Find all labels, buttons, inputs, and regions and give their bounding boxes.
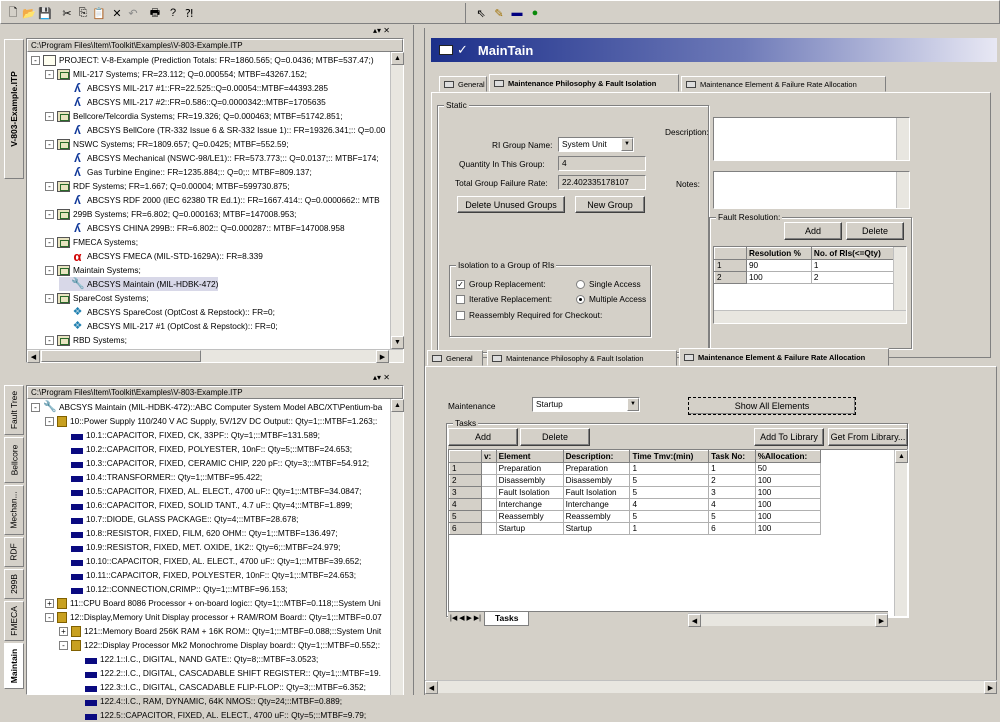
cut-icon[interactable]: ✂	[62, 7, 72, 20]
pane-controls[interactable]: ▴▾ ✕	[373, 26, 390, 35]
collapse-icon[interactable]: -	[45, 70, 54, 79]
get-from-library-button[interactable]: Get From Library...	[828, 428, 908, 446]
tree-item[interactable]	[59, 277, 218, 291]
tab-maintenance-philosophy[interactable]: Maintenance Philosophy & Fault Isolation	[489, 74, 679, 92]
tree-item[interactable]	[59, 484, 361, 498]
sys-icon	[57, 237, 70, 248]
chip-icon	[71, 476, 83, 482]
bottom-tree-vscroll[interactable]	[390, 399, 403, 695]
tree-item-label: 122.1::I.C., DIGITAL, NAND GATE:: Qty=8;::MTBF=3.0523;	[100, 654, 319, 664]
scroll-up-icon[interactable]: ▲	[391, 399, 404, 412]
tree-item-label: 10::Power Supply 110/240 V AC Supply, 5V/12V DC Output:: Qty=1;::MTBF=1.263;:	[70, 416, 378, 426]
tree-item[interactable]	[73, 652, 318, 666]
tree-item-label: 10.2::CAPACITOR, FIXED, POLYESTER, 10nF:: Qty=5;::MTBF=24.653;	[86, 444, 353, 454]
vtab-1[interactable]: Bellcore	[4, 437, 24, 483]
vtab-3[interactable]: RDF	[4, 537, 24, 567]
chip-icon	[85, 700, 97, 706]
col-allocation[interactable]: %Allocation:	[755, 451, 820, 463]
tree-item-label: 10.4::TRANSFORMER:: Qty=1;::MTBF=95.422;	[86, 472, 263, 482]
bottom-tree-panel	[0, 371, 408, 720]
collapse-icon[interactable]: -	[45, 336, 54, 345]
file-path: C:\Program Files\Item\Toolkit\Examples\V-803-Example.ITP	[27, 39, 403, 52]
chip-icon	[71, 532, 83, 538]
chip-icon	[71, 434, 83, 440]
ri-group-name-label: RI Group Name:	[492, 140, 553, 150]
scroll-left-icon[interactable]: ◀	[27, 350, 40, 363]
sys-icon	[57, 293, 70, 304]
chip-icon	[85, 658, 97, 664]
wrench-icon: 🔧	[43, 400, 57, 413]
chip-icon	[71, 462, 83, 468]
table-row[interactable]: 1 Preparation Preparation 1 1 50	[450, 463, 821, 475]
chip-icon	[71, 518, 83, 524]
pane-controls-bottom[interactable]: ▴▾ ✕	[373, 373, 390, 382]
collapse-icon[interactable]: -	[31, 56, 40, 65]
collapse-icon[interactable]: -	[45, 140, 54, 149]
board-icon	[57, 612, 67, 623]
tree-item-label: ABCSYS Mechanical (NSWC-98/LE1):: FR=573.773;:: Q=0.0137;:: MTBF=174;	[87, 153, 379, 163]
maintenance-label: Maintenance	[448, 401, 496, 411]
pen-icon[interactable]: ✎	[494, 7, 504, 20]
tree-item[interactable]	[73, 680, 366, 694]
tree-item-label: 122.2::I.C., DIGITAL, CASCADABLE SHIFT REGISTER:: Qty=1;::MTBF=19.	[100, 668, 381, 678]
tree-item[interactable]	[45, 291, 149, 305]
col-task-no[interactable]: Task No:	[709, 451, 756, 463]
tree-item-label: Gas Turbine Engine:: FR=1235.884;:: Q=0;:: MTBF=809.137;	[87, 167, 312, 177]
tree-item-label: ABCSYS BellCore (TR-332 Issue 6 & SR-332 Issue 1):: FR=19326.341;:: Q=0.00	[87, 125, 386, 135]
tree-item-label: 10.12::CONNECTION,CRIMP:: Qty=1;::MTBF=96.153;	[86, 584, 288, 594]
element-panel	[425, 366, 997, 688]
wave-icon: ʎ	[74, 192, 81, 207]
static-label: Static	[446, 100, 467, 110]
copy-icon[interactable]: ⎘	[78, 6, 88, 19]
collapse-icon[interactable]: -	[45, 112, 54, 121]
tree-item-label: 12::Display,Memory Unit Display processor + RAM/ROM Board:: Qty=1;::MTBF=0.07	[70, 612, 382, 622]
tree-item-label: 10.5::CAPACITOR, FIXED, AL. ELECT., 4700 uF:: Qty=1;::MTBF=34.0847;	[86, 486, 362, 496]
scroll-up-icon[interactable]: ▲	[895, 450, 908, 463]
tree-item[interactable]	[59, 568, 356, 582]
tree-item[interactable]	[59, 582, 288, 596]
table-row[interactable]: 5 Reassembly Reassembly 5 5 100	[450, 511, 821, 523]
maintain-window	[424, 28, 1000, 695]
tree-item[interactable]	[59, 554, 361, 568]
scroll-left-icon[interactable]: ◀	[688, 614, 701, 627]
board-icon	[57, 416, 67, 427]
tree-item-label: ABCSYS Maintain (MIL-HDBK-472)	[87, 279, 219, 289]
sys-icon	[57, 139, 70, 150]
vtab-project-file[interactable]: V-803-Example.ITP	[4, 39, 24, 179]
collapse-icon[interactable]: -	[31, 403, 40, 412]
description-textarea[interactable]	[713, 117, 910, 161]
delete-unused-groups-button[interactable]: Delete Unused Groups	[457, 196, 565, 213]
isolation-label: Isolation to a Group of RIs	[458, 260, 555, 270]
tree-item-label: Bellcore/Telcordia Systems; FR=19.326; Q=0.000463; MTBF=51742.851;	[73, 111, 343, 121]
chip-icon	[71, 574, 83, 580]
tree-item-label: FMECA Systems;	[73, 237, 139, 247]
checkmark-icon: ✓	[457, 42, 468, 57]
tree-item[interactable]	[73, 666, 381, 680]
wave-icon: ʎ	[74, 150, 81, 165]
chip-icon	[71, 546, 83, 552]
chip-icon	[71, 504, 83, 510]
tree-item[interactable]	[59, 249, 263, 263]
add-to-library-button[interactable]: Add To Library	[754, 428, 824, 446]
tree-item-label: 10.3::CAPACITOR, FIXED, CERAMIC CHIP, 220 pF:: Qty=3;::MTBF=54.912;	[86, 458, 370, 468]
window-title: MainTain	[477, 42, 534, 58]
print-icon[interactable]: 🖶	[149, 6, 161, 19]
tree-item-label: ABCSYS FMECA (MIL-STD-1629A):: FR=8.339	[87, 251, 263, 261]
spare-icon: ❖	[72, 319, 83, 332]
wave-icon: ʎ	[74, 94, 81, 109]
fault-resolution-label: Fault Resolution:	[718, 212, 781, 222]
tree-item[interactable]	[45, 596, 381, 610]
collapse-icon[interactable]: -	[45, 294, 54, 303]
chevron-down-icon[interactable]: ▼	[627, 398, 639, 411]
collapse-icon[interactable]: -	[45, 238, 54, 247]
fault-resolution-delete-button[interactable]: Delete	[846, 222, 904, 240]
tree-item[interactable]	[45, 109, 343, 123]
show-all-elements-button[interactable]: Show All Elements	[688, 397, 856, 415]
board-icon	[71, 640, 81, 651]
single-access-radio[interactable]: Single Access	[576, 279, 641, 289]
scroll-right-icon[interactable]: ▶	[875, 614, 888, 627]
table-row[interactable]: 2 100 2	[715, 272, 894, 284]
open-icon[interactable]: 📂	[22, 7, 36, 20]
fr-header-resolution[interactable]: Resolution %	[747, 248, 812, 260]
sys-icon	[57, 209, 70, 220]
tree-item[interactable]	[59, 123, 385, 137]
tree-item[interactable]	[45, 179, 290, 193]
top-tree-panel	[0, 25, 408, 365]
col-v[interactable]: v:	[482, 451, 497, 463]
tree-item-label: ABCSYS RDF 2000 (IEC 62380 TR Ed.1):: FR=1667.414:: Q=0.0000662:: MTB	[87, 195, 380, 205]
scroll-down-icon[interactable]: ▼	[391, 336, 404, 349]
table-row[interactable]: 1 90 1	[715, 260, 894, 272]
scroll-right-icon[interactable]: ▶	[376, 350, 389, 363]
collapse-icon[interactable]: -	[45, 613, 54, 622]
tree-item[interactable]	[59, 193, 380, 207]
tree-item[interactable]	[59, 319, 278, 333]
tree-item-label: 10.1::CAPACITOR, FIXED, CK, 33PF:: Qty=1;::MTBF=131.589;	[86, 430, 320, 440]
iterative-replacement-checkbox[interactable]: Iterative Replacement:	[456, 294, 552, 304]
tree-item-label: 122.4::I.C., RAM, DYNAMIC, 64K NMOS:: Qty=24;::MTBF=0.889;	[100, 696, 343, 706]
wave-icon: ʎ	[74, 164, 81, 179]
fault-resolution-add-button[interactable]: Add	[784, 222, 842, 240]
chip-icon	[85, 686, 97, 692]
maintain-app-icon	[439, 45, 453, 55]
tree-item-label: 121::Memory Board 256K RAM + 16K ROM:: Qty=1;::MTBF=0.088;::System Unit	[84, 626, 382, 636]
tree-item-label: 10.9::RESISTOR, FIXED, MET. OXIDE, 1K2:: Qty=6;::MTBF=24.979;	[86, 542, 341, 552]
tree-item-label: PROJECT: V-8-Example (Prediction Totals: FR=1860.565; Q=0.0436; MTBF=537.47;)	[59, 55, 374, 65]
tree-item[interactable]	[31, 400, 382, 414]
chevron-down-icon[interactable]: ▼	[621, 138, 633, 151]
wave-icon: ʎ	[74, 80, 81, 95]
tab-maintenance-element[interactable]: Maintenance Element & Failure Rate Allocation	[681, 76, 886, 92]
table-row[interactable]: 2 Disassembly Disassembly 5 2 100	[450, 475, 821, 487]
proj-icon	[43, 55, 56, 66]
save-icon[interactable]: 💾	[38, 7, 52, 20]
tree-item[interactable]	[59, 95, 326, 109]
main-toolbar	[0, 0, 1000, 24]
tree-item-label: ABCSYS Maintain (MIL-HDBK-472)::ABC Computer System Model ABC/XT\Pentium-ba	[59, 402, 383, 412]
tree-item-label: ABCSYS MIL-217 #2::FR=0.586::Q=0.0000342::MTBF=1705635	[87, 97, 326, 107]
chip-icon	[71, 560, 83, 566]
tree-item[interactable]	[45, 235, 138, 249]
sheet-nav-icon[interactable]: |◀ ◀ ▶ ▶|	[450, 615, 482, 622]
chip-icon	[71, 588, 83, 594]
chip-icon	[71, 490, 83, 496]
tree-item[interactable]	[45, 263, 141, 277]
tree-item-label: ABCSYS MIL-217 #1 (OptCost & Repstock):: FR=0;	[87, 321, 278, 331]
table-row[interactable]: 4 Interchange Interchange 4 4 100	[450, 499, 821, 511]
sheet-tab-tasks[interactable]: Tasks	[484, 612, 529, 626]
window-hscroll[interactable]	[425, 680, 997, 693]
scroll-up-icon[interactable]: ▲	[391, 52, 404, 65]
total-failure-rate-field[interactable]: 22.402335178107	[558, 175, 646, 190]
tree-item-label: 122.3::I.C., DIGITAL, CASCADABLE FLIP-FLOP:: Qty=3;::MTBF=6.352;	[100, 682, 366, 692]
sys-icon	[57, 181, 70, 192]
fault-resolution-grid	[713, 246, 907, 324]
expand-icon[interactable]: +	[59, 627, 68, 636]
tree-item-label: SpareCost Systems;	[73, 293, 149, 303]
help-icon[interactable]: ?	[169, 7, 177, 19]
bottom-tree	[26, 385, 404, 720]
vtab-2[interactable]: Mechan...	[4, 485, 24, 535]
chip-icon	[85, 672, 97, 678]
table-row[interactable]: 6 Startup Startup 1 6 100	[450, 523, 821, 535]
tree-item-label: 10.10::CAPACITOR, FIXED, AL. ELECT., 4700 uF:: Qty=1;::MTBF=39.652;	[86, 556, 362, 566]
hscroll-thumb[interactable]	[41, 350, 201, 362]
total-failure-rate-label: Total Group Failure Rate:	[455, 178, 548, 188]
scroll-left-icon[interactable]: ◀	[425, 681, 438, 694]
tree-item[interactable]	[59, 540, 340, 554]
tree-item[interactable]	[59, 512, 298, 526]
tree-item[interactable]	[73, 694, 342, 708]
scroll-right-icon[interactable]: ▶	[984, 681, 997, 694]
tree-item-label: 10.6::CAPACITOR, FIXED, SOLID TANT., 4.7 uF:: Qty=4;::MTBF=1.899;	[86, 500, 353, 510]
undo-icon[interactable]: ↶	[128, 7, 138, 20]
notes-label: Notes:	[676, 179, 700, 189]
tree-item[interactable]	[45, 414, 377, 428]
collapse-icon[interactable]: -	[45, 417, 54, 426]
tree-item[interactable]	[59, 442, 352, 456]
maintenance-select[interactable]: Startup ▼	[532, 397, 640, 412]
tree-item[interactable]	[45, 207, 296, 221]
collapse-icon[interactable]: -	[45, 182, 54, 191]
top-tree	[26, 38, 404, 363]
tree-item-label: ABCSYS CHINA 299B:: FR=6.802:: Q=0.000287:: MTBF=147008.958	[87, 223, 345, 233]
sys-icon	[57, 265, 70, 276]
wrench-icon: 🔧	[71, 277, 85, 290]
tree-item[interactable]	[45, 610, 382, 624]
tree-item-label: 122.5::CAPACITOR, FIXED, AL. ELECT., 4700 uF:: Qty=5;::MTBF=9.79;	[100, 710, 367, 720]
collapse-icon[interactable]: -	[45, 210, 54, 219]
col-description[interactable]: Description:	[563, 451, 630, 463]
tree-item-label: 10.11::CAPACITOR, FIXED, POLYESTER, 10nF:: Qty=1;::MTBF=24.653;	[86, 570, 357, 580]
tab-maintenance-element-2[interactable]: Maintenance Element & Failure Rate Allocation	[679, 348, 889, 366]
tree-item[interactable]	[31, 53, 374, 67]
tree-item-label: RDF Systems; FR=1.667; Q=0.00004; MTBF=599730.875;	[73, 181, 290, 191]
tree-item[interactable]	[45, 333, 127, 347]
chip-icon	[85, 714, 97, 720]
tree-item-label: MIL-217 Systems; FR=23.112; Q=0.000554; MTBF=43267.152;	[73, 69, 307, 79]
tasks-add-button[interactable]: Add	[448, 428, 518, 446]
chip-icon	[71, 448, 83, 454]
sys-icon	[57, 69, 70, 80]
table-row[interactable]: 3 Fault Isolation Fault Isolation 5 3 100	[450, 487, 821, 499]
tree-item[interactable]	[59, 221, 345, 235]
red-icon: α	[73, 248, 82, 264]
tasks-delete-button[interactable]: Delete	[520, 428, 590, 446]
quantity-label: Quantity In This Group:	[459, 159, 545, 169]
tree-item-label: Maintain Systems;	[73, 265, 141, 275]
tree-item[interactable]	[59, 456, 369, 470]
notes-textarea[interactable]	[713, 171, 910, 209]
screen-icon[interactable]: ▬	[511, 7, 523, 19]
wave-icon: ʎ	[74, 122, 81, 137]
vtab-0[interactable]: Fault Tree	[4, 385, 24, 435]
board-icon	[71, 626, 81, 637]
tree-item-label: RBD Systems;	[73, 335, 127, 345]
tree-item[interactable]	[59, 624, 381, 638]
tree-item[interactable]	[59, 81, 328, 95]
tree-item[interactable]	[59, 305, 275, 319]
tree-item[interactable]	[59, 498, 352, 512]
record-icon[interactable]: ●	[531, 7, 539, 19]
tree-item-label: 10.7::DIODE, GLASS PACKAGE:: Qty=4;::MTBF=28.678;	[86, 514, 299, 524]
tree-item[interactable]	[45, 137, 289, 151]
tab-general-2[interactable]: General	[427, 350, 483, 366]
multiple-access-radio[interactable]: Multiple Access	[576, 294, 646, 304]
file-path-bottom: C:\Program Files\Item\Toolkit\Examples\V-803-Example.ITP	[27, 386, 403, 399]
vtab-6[interactable]: Maintain	[4, 643, 24, 689]
tree-item-label: 299B Systems; FR=6.802; Q=0.000163; MTBF=147008.953;	[73, 209, 297, 219]
reassembly-checkbox[interactable]: Reassembly Required for Checkout:	[456, 310, 602, 320]
vtab-5[interactable]: FMECA	[4, 601, 24, 641]
top-tree-vscroll[interactable]	[390, 52, 403, 349]
tree-item[interactable]	[59, 165, 312, 179]
tree-item[interactable]	[59, 526, 338, 540]
tree-item[interactable]	[73, 708, 366, 722]
delete-icon[interactable]: ✕	[112, 7, 122, 20]
collapse-icon[interactable]: -	[59, 641, 68, 650]
tasks-label: Tasks	[455, 418, 477, 428]
tree-item[interactable]	[45, 67, 307, 81]
sys-icon	[57, 335, 70, 346]
vtab-4[interactable]: 299B	[4, 569, 24, 599]
col-time[interactable]: Time Tmv:(min)	[630, 451, 709, 463]
tree-item-label: 11::CPU Board 8086 Processor + on-board logic:: Qty=1;::MTBF=0.118;::System Uni	[70, 598, 381, 608]
sys-icon	[57, 111, 70, 122]
context-help-icon[interactable]: ⁈	[184, 7, 194, 20]
tab-general[interactable]: General	[439, 76, 487, 92]
ri-group-name-select[interactable]: System Unit ▼	[558, 137, 634, 152]
fr-header-rics[interactable]: No. of RIs(<=Qty)	[811, 248, 893, 260]
tab-maintenance-philosophy-2[interactable]: Maintenance Philosophy & Fault Isolation	[487, 350, 677, 366]
tree-item[interactable]	[59, 638, 380, 652]
expand-icon[interactable]: +	[45, 599, 54, 608]
tree-item[interactable]	[59, 428, 320, 442]
tree-item[interactable]	[59, 151, 379, 165]
top-tree-hscroll[interactable]	[27, 349, 403, 362]
description-label: Description:	[665, 127, 709, 137]
philosophy-panel	[431, 92, 991, 358]
tree-item-label: ABCSYS SpareCost (OptCost & Repstock):: FR=0;	[87, 307, 275, 317]
collapse-icon[interactable]: -	[45, 266, 54, 275]
window-title-bar	[431, 38, 997, 62]
tasks-grid	[448, 449, 908, 617]
quantity-field[interactable]: 4	[558, 156, 646, 171]
col-element[interactable]: Element	[496, 451, 563, 463]
spare-icon: ❖	[72, 305, 83, 318]
tree-item-label: 10.8::RESISTOR, FIXED, FILM, 620 OHM:: Qty=1;::MTBF=136.497;	[86, 528, 338, 538]
group-replacement-checkbox[interactable]: ✓ Group Replacement:	[457, 279, 546, 290]
tree-item-label: NSWC Systems; FR=1809.657; Q=0.0425; MTBF=552.59;	[73, 139, 289, 149]
paste-icon[interactable]: 📋	[92, 7, 106, 20]
new-icon[interactable]: 🗋	[8, 6, 18, 19]
tree-item[interactable]	[59, 470, 262, 484]
tree-item-label: ABCSYS MIL-217 #1::FR=22.525::Q=0.00054::MTBF=44393.285	[87, 83, 328, 93]
board-icon	[57, 598, 67, 609]
sheet-tab-bar	[448, 611, 888, 627]
wave-icon: ʎ	[74, 220, 81, 235]
tree-item-label: 122::Display Processor Mk2 Monochrome Display board:: Qty=1;::MTBF=0.552;:	[84, 640, 381, 650]
pointer-icon[interactable]: ⇖	[476, 7, 486, 20]
new-group-button[interactable]: New Group	[575, 196, 645, 213]
